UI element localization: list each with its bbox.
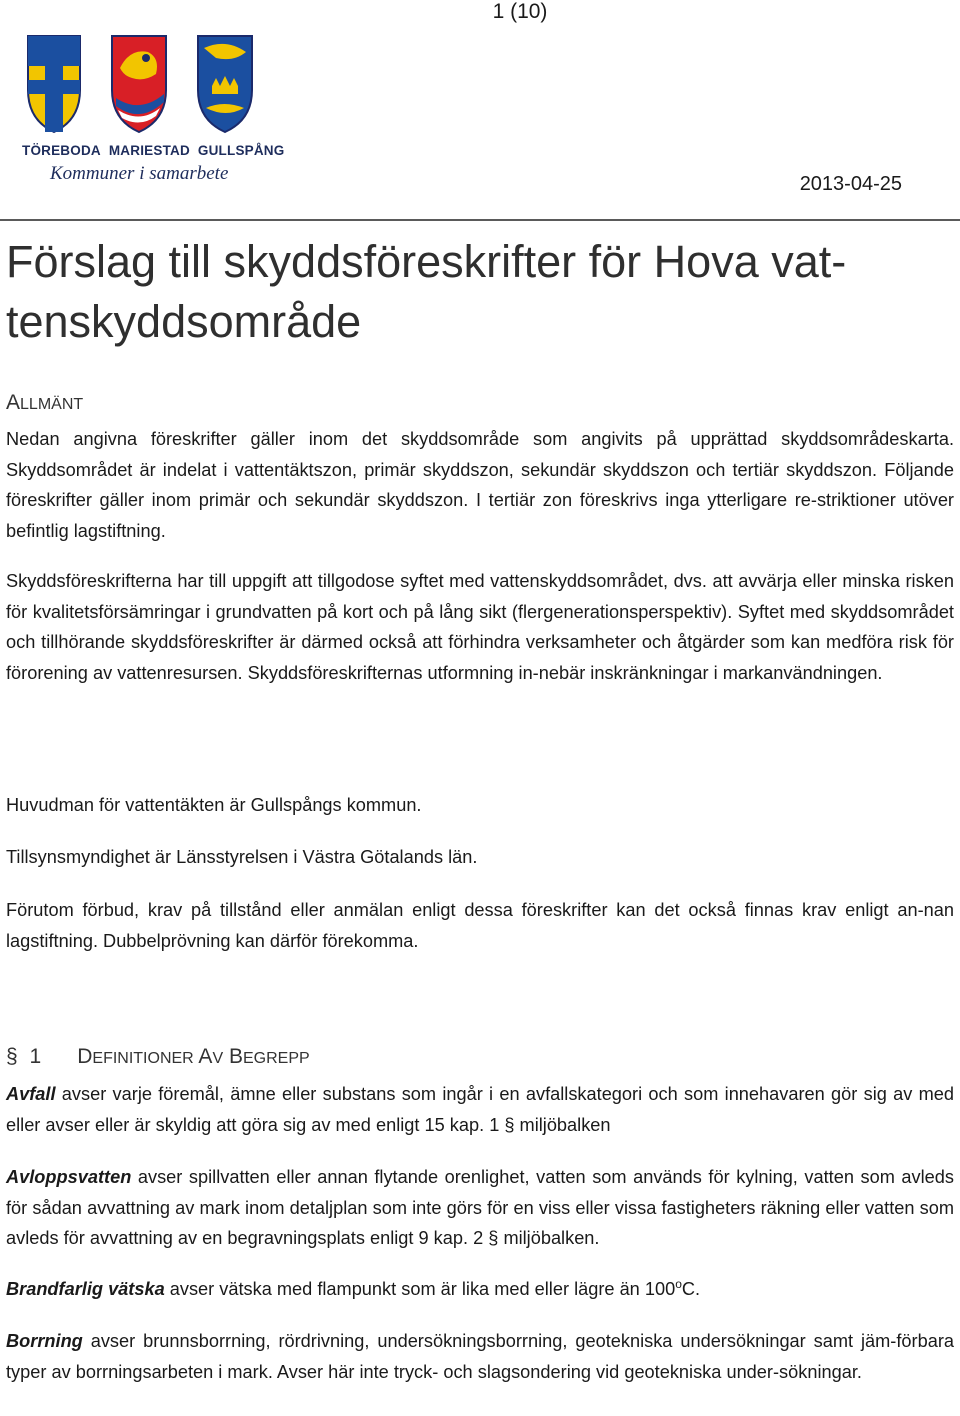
definition-term: Brandfarlig vätska [6,1279,165,1299]
definition-text: avser brunnsborrning, rördrivning, undersökningsborrning, geotekniska undersökningar samt jäm-förbara typer av borrningsarbeten i mark. Avser här inte tryck- och slagsondering vid geotekniska under-sökningar. [6,1331,954,1382]
paragraph-text: Skyddsföreskrifterna har till uppgift att tillgodose syftet med vattenskyddsområdet, dvs. att avvärja eller minska risken för kvalitetsförsämringar i grundvatten på kort och på lång sikt (flergenerationsperspektiv). Syftet med skyddsområdet och tillhörande skyddsföreskrifter är därmed också att förhindra verksamheter och åtgärder som kan medföra risk för förorening av vattenresursen. Skyddsföreskrifternas utformning in-nebär inskränkningar i markanvändningen. [6,571,954,683]
heading-rest: EGREPP [242,1050,310,1067]
coat-of-arms-icon [20,28,265,143]
degree-superscript: o [675,1276,682,1291]
paragraph-other-legislation [6,895,954,956]
logo-municipality-names [22,143,285,158]
definition-text: avser vätska med flampunkt som är lika med eller lägre än 100 [164,1279,676,1299]
paragraph-supervisory [6,842,954,873]
definition-term: Borrning [6,1331,83,1351]
document-title [6,232,946,352]
definition-borrning [6,1326,954,1387]
section-number: 1 [29,1045,42,1068]
paragraph-text: Nedan angivna föreskrifter gäller inom det skyddsområde som angivits på upprättad skyddsområdeskarta. Skyddsområdet är indelat i vattentäktszon, primär skyddszon, sekundär skyddszon och tertiär skyddszon. Följande föreskrifter gäller inom primär och sekundär skyddszon. I tertiär zon föreskrivs inga ytterligare re-striktioner utöver befintlig lagstiftning. [6,429,954,541]
heading-rest: LLMÄNT [20,396,84,413]
section-heading-allmant [6,392,83,416]
definition-avfall [6,1079,954,1140]
paragraph-text: Huvudman för vattentäkten är Gullspångs kommun. [6,795,422,815]
paragraph-purpose [6,566,954,688]
document-title-line-1: Förslag till skyddsföreskrifter för Hova vat- [6,236,847,287]
logo-name-mariestad: MARIESTAD [108,143,190,158]
document-title-line-2: tenskyddsområde [6,296,362,347]
paragraph-principal [6,790,954,821]
definition-term: Avfall [6,1084,56,1104]
document-date: 2013-04-25 [799,173,902,195]
definition-avloppsvatten [6,1162,954,1254]
definition-text: avser varje föremål, ämne eller substans som ingår i en avfallskategori och som innehavaren gör sig av med eller avser eller är skyldig att göra sig av med enligt 15 kap. 1 § miljöbalken [6,1084,954,1135]
section-heading-definitions [6,1046,310,1070]
page-number: 1 (10) [492,0,548,23]
definition-term: Avloppsvatten [6,1167,132,1187]
header-divider [0,219,960,221]
definition-tail: C. [681,1279,701,1299]
logo-name-gullspang: GULLSPÅNG [197,143,285,158]
logo-tagline: Kommuner i samarbete [50,163,229,184]
definition-text: avser spillvatten eller annan flytande orenlighet, vatten som används för kylning, vatten som avleds för sådan avvattning av mark inom detaljplan som inte görs för en viss eller vissa fastigheters räkning eller vatten som avleds för avvattning av en begravningsplats enligt 9 kap. 2 § miljöbalken. [6,1167,954,1248]
heading-rest: V [212,1050,224,1067]
paragraph-text: Tillsynsmyndighet är Länsstyrelsen i Västra Götalands län. [6,847,478,867]
heading-rest: EFINITIONER [92,1050,194,1067]
heading-initial: D [77,1045,93,1068]
heading-initial: A [198,1045,213,1068]
logo-name-toreboda: TÖREBODA [22,143,101,158]
section-symbol: § [6,1045,18,1068]
paragraph-allmant-intro [6,424,954,546]
paragraph-text: Förutom förbud, krav på tillstånd eller anmälan enligt dessa föreskrifter kan det också finnas krav enligt an-nan lagstiftning. Dubbelprövning kan därför förekomma. [6,900,954,951]
heading-initial: A [6,391,21,414]
definition-brandfarlig-vatska [6,1274,954,1305]
heading-initial: B [228,1045,243,1068]
